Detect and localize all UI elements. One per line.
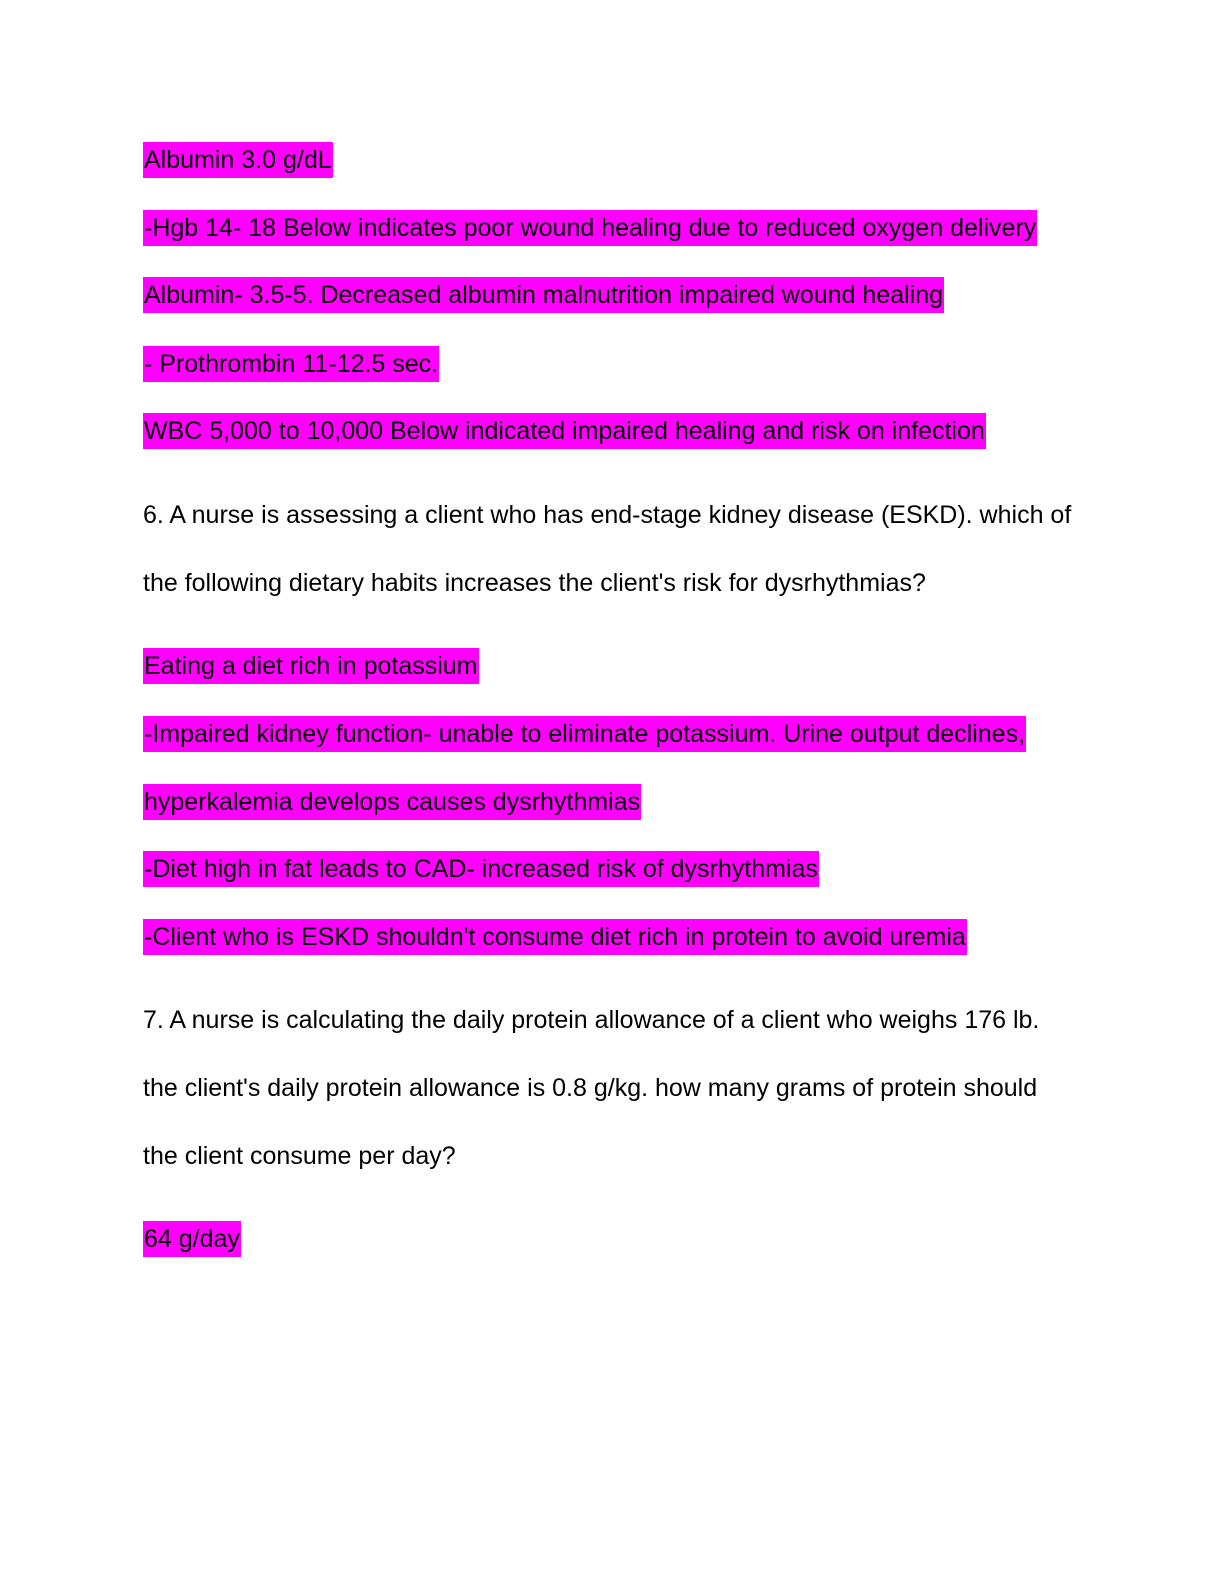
lab-value-line bbox=[143, 346, 439, 382]
question-7-line-3: the client consume per day? bbox=[143, 1142, 456, 1170]
lab-value-line bbox=[143, 413, 986, 449]
lab-value-line bbox=[143, 210, 1037, 246]
highlighted-text: Albumin- 3.5-5. Decreased albumin malnutrition impaired wound healing bbox=[143, 277, 944, 313]
answer-6-line bbox=[143, 784, 641, 820]
question-7-line-1: 7. A nurse is calculating the daily protein allowance of a client who weighs 176 lb. bbox=[143, 1006, 1040, 1034]
highlighted-text: Albumin 3.0 g/dL bbox=[143, 142, 333, 178]
lab-value-line bbox=[143, 277, 944, 313]
highlighted-text: hyperkalemia develops causes dysrhythmias bbox=[143, 784, 641, 820]
highlighted-text: -Hgb 14- 18 Below indicates poor wound healing due to reduced oxygen delivery bbox=[143, 210, 1037, 246]
highlighted-text: Eating a diet rich in potassium bbox=[143, 648, 479, 684]
highlighted-text: -Diet high in fat leads to CAD- increased risk of dysrhythmias bbox=[143, 851, 819, 887]
answer-6-line bbox=[143, 716, 1026, 752]
question-6-line-2: the following dietary habits increases the client's risk for dysrhythmias? bbox=[143, 569, 926, 597]
answer-7-line bbox=[143, 1221, 241, 1257]
lab-value-line bbox=[143, 142, 333, 178]
highlighted-text: -Client who is ESKD shouldn't consume diet rich in protein to avoid uremia bbox=[143, 919, 967, 955]
answer-6-line bbox=[143, 919, 967, 955]
question-6-line-1: 6. A nurse is assessing a client who has end-stage kidney disease (ESKD). which of bbox=[143, 501, 1072, 529]
highlighted-text: 64 g/day bbox=[143, 1221, 241, 1257]
answer-6-line bbox=[143, 851, 819, 887]
answer-6-line bbox=[143, 648, 479, 684]
highlighted-text: - Prothrombin 11-12.5 sec. bbox=[143, 346, 439, 382]
highlighted-text: WBC 5,000 to 10,000 Below indicated impaired healing and risk on infection bbox=[143, 413, 986, 449]
question-7-line-2: the client's daily protein allowance is 0.8 g/kg. how many grams of protein should bbox=[143, 1074, 1038, 1102]
highlighted-text: -Impaired kidney function- unable to eliminate potassium. Urine output declines, bbox=[143, 716, 1026, 752]
